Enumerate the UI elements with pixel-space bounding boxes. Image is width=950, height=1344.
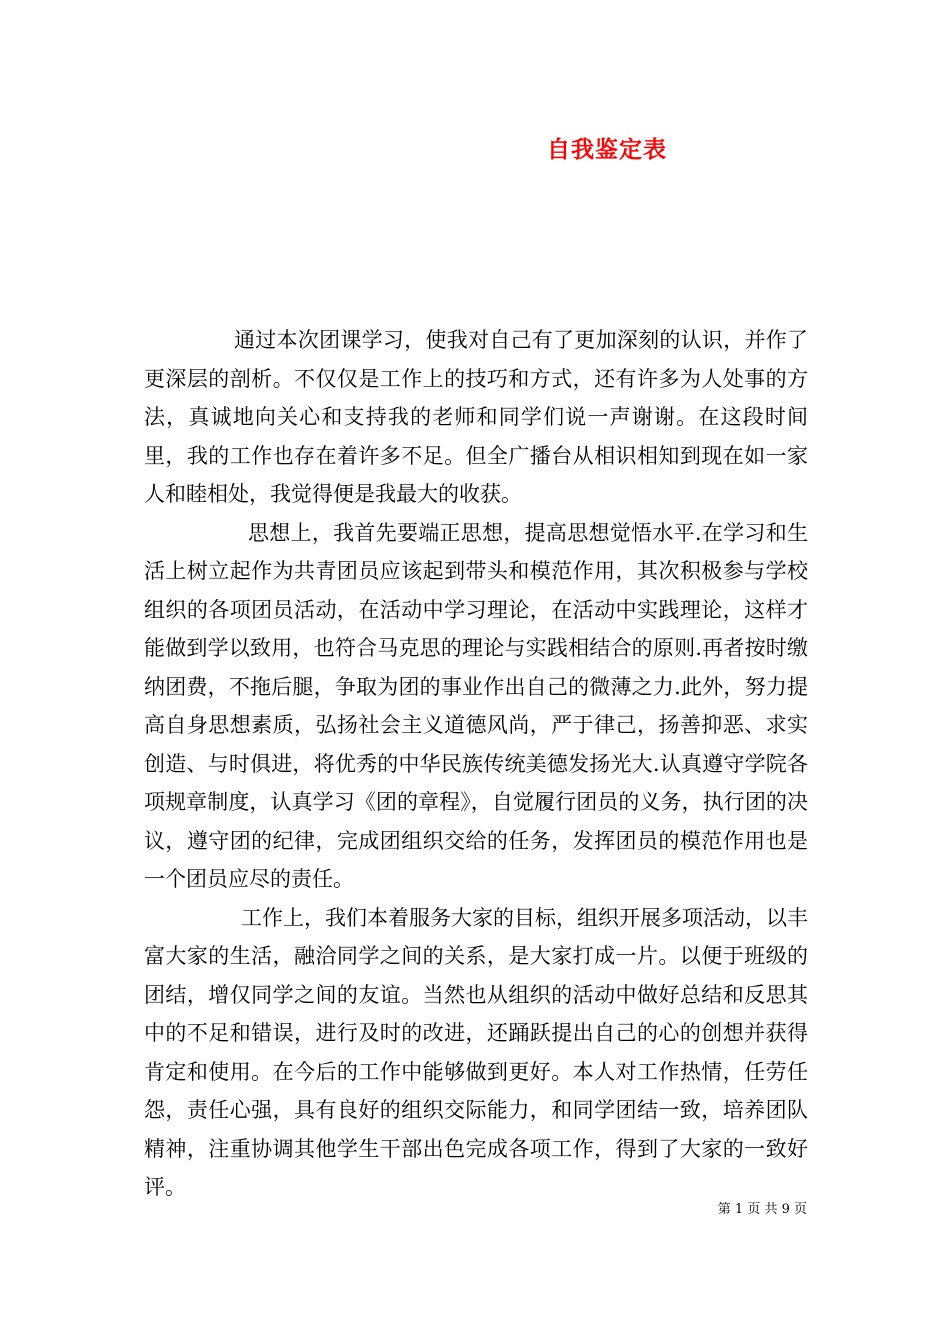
paragraph-work: 工作上，我们本着服务大家的目标，组织开展多项活动，以丰富大家的生活，融洽同学之间的关系，是大家打成一片。以便于班级的团结，增仅同学之间的友谊。当然也从组织的活动中做好总结和反思其中的不足和错误，进行及时的改进，还踊跃提出自己的心的创想并获得肯定和使用。在今后的工作中能够做到更好。本人对工作热情，任劳任怨，责任心强，具有良好的组织交际能力，和同学团结一致，培养团队精神，注重协调其他学生干部出色完成各项工作，得到了大家的一致好评。: [144, 905, 808, 1199]
paragraph-intro: 通过本次团课学习，使我对自己有了更加深刻的认识，并作了更深层的剖析。不仅仅是工作上的技巧和方式，还有许多为人处事的方法，真诚地向关心和支持我的老师和同学们说一声谢谢。在这段时间里，我的工作也存在着许多不足。但全广播台从相识相知到现在如一家人和睦相处，我觉得便是我最大的收获。: [144, 328, 808, 506]
document-body: [144, 321, 808, 1207]
document-title: 自我鉴定表: [547, 136, 667, 163]
paragraph-ideology: 思想上，我首先要端正思想，提高思想觉悟水平.在学习和生活上树立起作为共青团员应该起到带头和模范作用，其次积极参与学校组织的各项团员活动，在活动中学习理论，在活动中实践理论，这样才能做到学以致用，也符合马克思的理论与实践相结合的原则.再者按时缴纳团费，不拖后腿，争取为团的事业作出自己的微薄之力.此外，努力提高自身思想素质，弘扬社会主义道德风尚，严于律己，扬善抑恶、求实创造、与时俱进，将优秀的中华民族传统美德发扬光大.认真遵守学院各项规章制度，认真学习《团的章程》，自觉履行团员的义务，执行团的决议，遵守团的纪律，完成团组织交给的任务，发挥团员的模范作用也是一个团员应尽的责任。: [144, 520, 808, 891]
page-number-footer: 第 1 页 共 9 页: [717, 1202, 807, 1217]
